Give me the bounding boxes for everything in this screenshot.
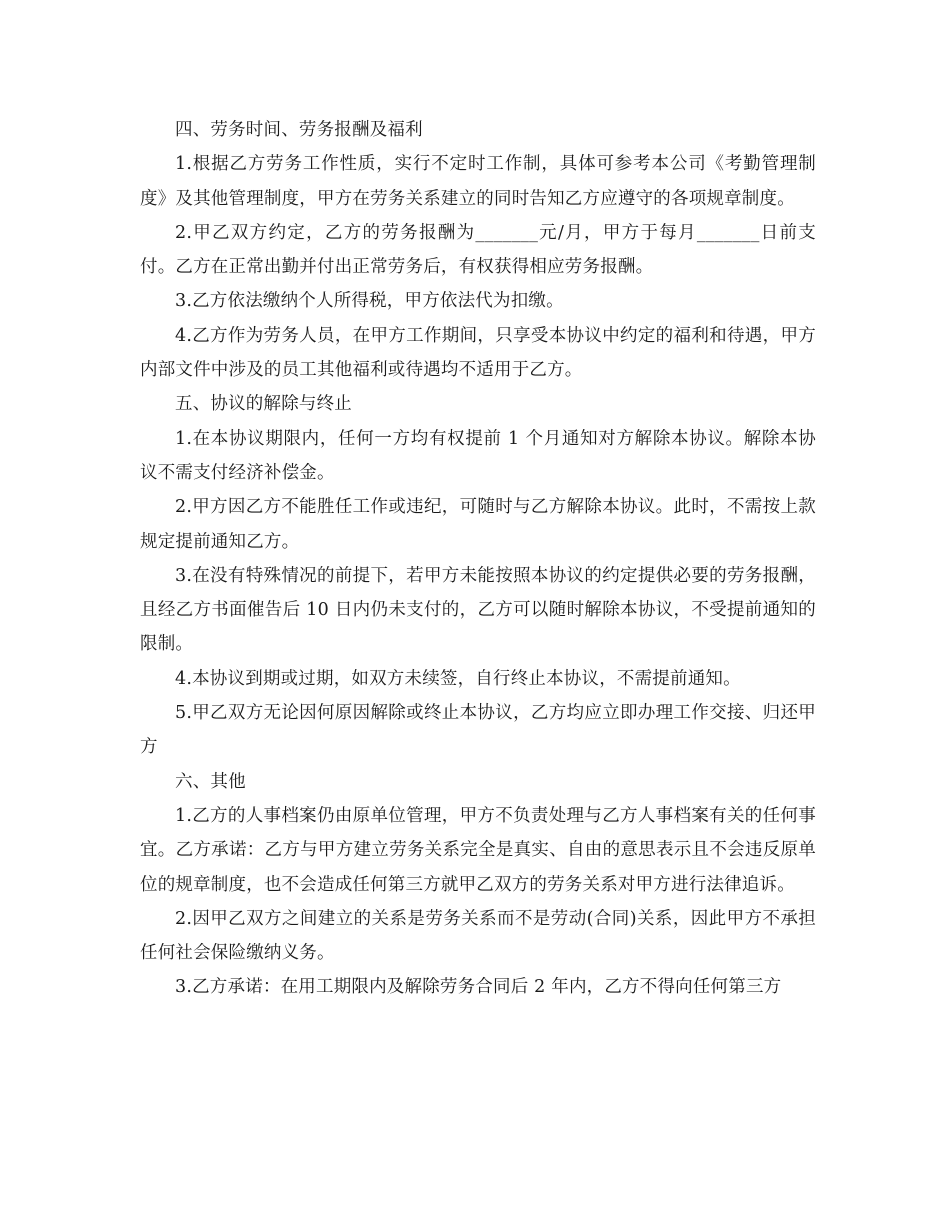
clause-4-2: 2.甲乙双方约定，乙方的劳务报酬为_______元/月，甲方于每月_______日前支付。乙方在正常出勤并付出正常劳务后，有权获得相应劳务报酬。: [140, 222, 816, 278]
section-heading-5: 五、协议的解除与终止: [175, 394, 352, 415]
section-heading-6: 六、其他: [175, 771, 246, 792]
clause-4-4: 4.乙方作为劳务人员，在甲方工作期间，只享受本协议中约定的福利和待遇，甲方内部文件中涉及的员工其他福利或待遇均不适用于乙方。: [140, 325, 816, 381]
clause-4-3: 3.乙方依法缴纳个人所得税，甲方依法代为扣缴。: [175, 291, 564, 312]
clause-5-2: 2.甲方因乙方不能胜任工作或违纪，可随时与乙方解除本协议。此时，不需按上款规定提前通知乙方。: [140, 497, 816, 552]
clause-4-1: 1.根据乙方劳务工作性质，实行不定时工作制，具体可参考本公司《考勤管理制度》及其他管理制度，甲方在劳务关系建立的同时告知乙方应遵守的各项规章制度。: [140, 154, 816, 209]
clause-5-4: 4.本协议到期或过期，如双方未续签，自行终止本协议，不需提前通知。: [175, 668, 741, 689]
section-heading-4: 四、劳务时间、劳务报酬及福利: [175, 120, 423, 140]
clause-6-2: 2.因甲乙双方之间建立的关系是劳务关系而不是劳动(合同)关系，因此甲方不承担任何社会保险缴纳义务。: [140, 908, 816, 964]
clause-5-5: 5.甲乙双方无论因何原因解除或终止本协议，乙方均应立即办理工作交接、归还甲方: [140, 703, 816, 758]
clause-6-3: 3.乙方承诺：在用工期限内及解除劳务合同后 2 年内，乙方不得向任何第三方: [175, 977, 782, 998]
clause-5-3: 3.在没有特殊情况的前提下，若甲方未能按照本协议的约定提供必要的劳务报酬，且经乙方书面催告后 10 日内仍未支付的，乙方可以随时解除本协议，不受提前通知的限制。: [140, 565, 816, 655]
clause-6-1: 1.乙方的人事档案仍由原单位管理，甲方不负责处理与乙方人事档案有关的任何事宜。乙方承诺：乙方与甲方建立劳务关系完全是真实、自由的意思表示且不会违反原单位的规章制度，也不会造成任何第三方就甲乙双方的劳务关系对甲方进行法律追诉。: [140, 805, 816, 895]
document-page: [140, 113, 816, 1005]
clause-5-1: 1.在本协议期限内，任何一方均有权提前 1 个月通知对方解除本协议。解除本协议不需支付经济补偿金。: [140, 428, 816, 483]
